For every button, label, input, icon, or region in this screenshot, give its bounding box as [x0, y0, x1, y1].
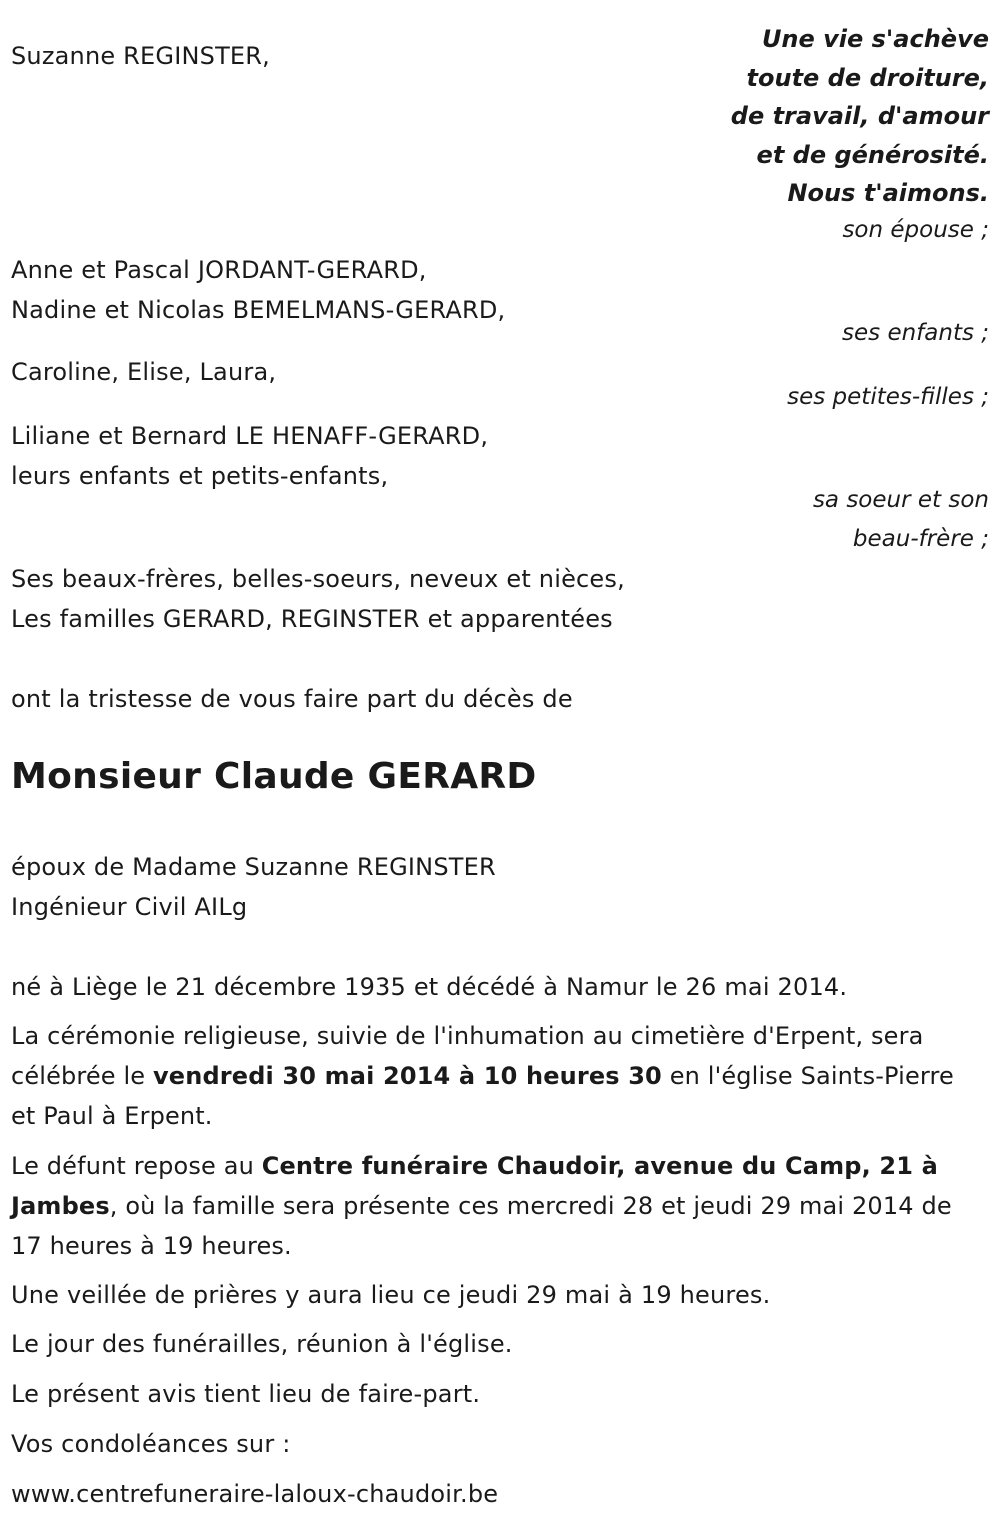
ceremony-paragraph — [11, 1016, 986, 1136]
quote-line: Nous t'aimons. — [787, 179, 989, 207]
sister-role: beau-frère ; — [852, 526, 989, 552]
condolences-label: Vos condoléances sur : — [11, 1430, 291, 1458]
child-line: Anne et Pascal JORDANT-GERARD, — [11, 256, 427, 284]
repose-text: Le défunt repose au — [11, 1152, 262, 1180]
sister-role: sa soeur et son — [812, 487, 989, 513]
repose-paragraph — [11, 1146, 986, 1266]
notice-line: Le présent avis tient lieu de faire-part. — [11, 1380, 481, 1408]
spouse-name: Suzanne REGINSTER, — [11, 42, 270, 70]
children-role: ses enfants ; — [842, 320, 989, 346]
visitation-hours: , où la famille sera présente ces mercredi 28 et jeudi 29 mai 2014 de 17 heures à 19 heures. — [11, 1192, 952, 1260]
child-line: Nadine et Nicolas BEMELMANS-GERARD, — [11, 296, 506, 324]
birth-death-line: né à Liège le 21 décembre 1935 et décédé à Namur le 26 mai 2014. — [11, 973, 848, 1001]
grandchildren-line: Caroline, Elise, Laura, — [11, 358, 277, 386]
quote-line: de travail, d'amour — [730, 102, 989, 130]
deceased-spouse-line: époux de Madame Suzanne REGINSTER — [11, 853, 496, 881]
announcement: ont la tristesse de vous faire part du décès de — [11, 685, 573, 713]
spouse-role: son épouse ; — [842, 217, 989, 243]
extended-family-line: Ses beaux-frères, belles-soeurs, neveux et nièces, — [11, 565, 625, 593]
sister-line: Liliane et Bernard LE HENAFF-GERARD, — [11, 422, 489, 450]
funeral-center-address: Centre funéraire Chaudoir, avenue du Camp, 21 à Jambes — [11, 1152, 938, 1220]
quote-line: et de générosité. — [756, 140, 989, 169]
extended-family-line: Les familles GERARD, REGINSTER et apparentées — [11, 605, 613, 633]
quote-block — [731, 20, 989, 213]
grandchildren-role: ses petites-filles ; — [787, 384, 989, 410]
meeting-line: Le jour des funérailles, réunion à l'église. — [11, 1330, 513, 1358]
ceremony-text: La cérémonie religieuse, suivie de l'inhumation au cimetière d'Erpent, sera célébrée le — [11, 1022, 924, 1090]
sister-line: leurs enfants et petits-enfants, — [11, 462, 389, 490]
quote-line: toute de droiture, — [746, 63, 989, 92]
deceased-name: Monsieur Claude GERARD — [11, 756, 537, 797]
deceased-title: Ingénieur Civil AILg — [11, 893, 248, 921]
ceremony-datetime: vendredi 30 mai 2014 à 10 heures 30 — [153, 1062, 662, 1090]
quote-line: Une vie s'achève — [761, 25, 989, 53]
condolences-website-link[interactable]: www.centrefuneraire-laloux-chaudoir.be — [11, 1480, 499, 1508]
ceremony-location: en l'église Saints-Pierre et Paul à Erpent. — [11, 1062, 954, 1130]
vigil-line: Une veillée de prières y aura lieu ce jeudi 29 mai à 19 heures. — [11, 1281, 771, 1309]
